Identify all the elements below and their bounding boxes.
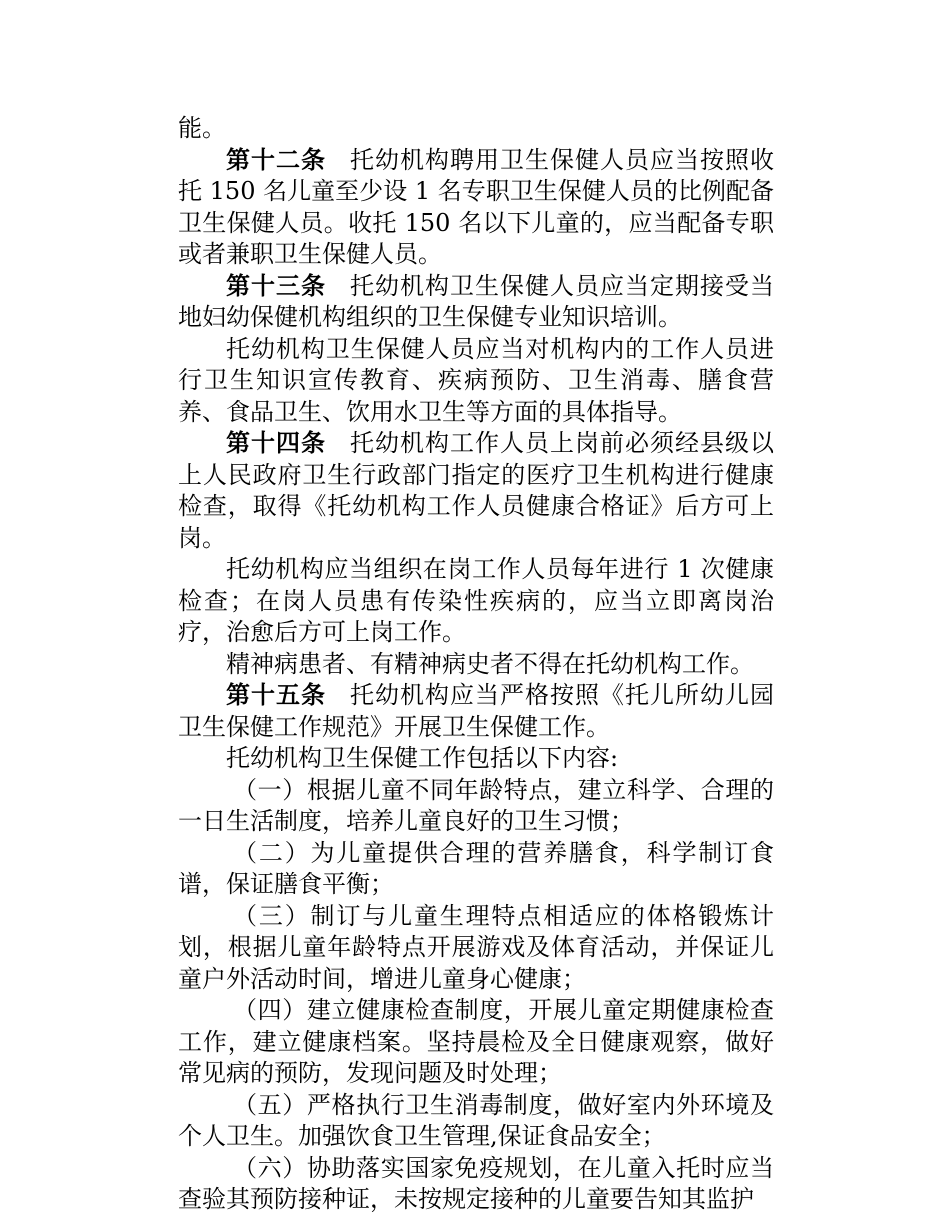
text-line [178, 869, 774, 901]
text-line [178, 1184, 774, 1216]
line-text: 童户外活动时间，增进儿童身心健康； [178, 964, 586, 993]
text-line [178, 397, 774, 429]
line-text: 地妇幼保健机构组织的卫生保健专业知识培训。 [178, 303, 682, 331]
text-line [178, 208, 774, 240]
line-text: 查验其预防接种证，未按规定接种的儿童要告知其监护 [178, 1185, 754, 1213]
text-line [178, 775, 774, 807]
article-paragraph [178, 428, 774, 554]
line-text: 卫生保健工作规范》开展卫生保健工作。 [178, 712, 610, 741]
text-line [178, 334, 774, 366]
document-body [178, 113, 774, 1216]
line-text: 卫生保健人员。收托 150 名以下儿童的，应当配备专职 [178, 208, 774, 237]
text-line [178, 806, 774, 838]
text-line [178, 1027, 774, 1059]
text-line [178, 995, 774, 1027]
line-text: 托幼机构卫生保健人员应当对机构内的工作人员进 [226, 334, 774, 363]
article-number: 第十三条 [226, 271, 326, 300]
text-line [178, 901, 774, 933]
text-line [178, 1121, 774, 1153]
text-line [178, 523, 774, 555]
text-line [178, 365, 774, 397]
line-text: 工作，建立健康档案。坚持晨检及全日健康观察，做好 [178, 1027, 774, 1056]
text-line [178, 838, 774, 870]
line-text: 托 150 名儿童至少设 1 名专职卫生保健人员的比例配备 [178, 177, 774, 205]
list-item-paragraph [178, 1090, 774, 1153]
line-text: 托幼机构聘用卫生保健人员应当按照收 [350, 145, 774, 174]
text-line [178, 428, 774, 460]
line-text: （四）建立健康检查制度，开展儿童定期健康检查 [233, 996, 774, 1024]
article-paragraph [178, 145, 774, 271]
text-line [178, 964, 774, 996]
text-line [178, 586, 774, 618]
list-item-paragraph [178, 995, 774, 1090]
line-text: 养、食品卫生、饮用水卫生等方面的具体指导。 [178, 397, 682, 426]
line-text: 检查，取得《托幼机构工作人员健康合格证》后方可上 [178, 492, 774, 520]
line-text: 行卫生知识宣传教育、疾病预防、卫生消毒、膳食营 [178, 366, 774, 394]
text-line [178, 743, 774, 775]
article-paragraph [178, 271, 774, 334]
line-text: 划，根据儿童年龄特点开展游戏及体育活动，并保证儿 [178, 933, 774, 961]
line-text: 检查；在岗人员患有传染性疾病的，应当立即离岗治 [178, 586, 774, 615]
list-item-paragraph [178, 1153, 774, 1216]
paragraph [178, 649, 774, 681]
text-line [178, 113, 774, 145]
article-number: 第十五条 [226, 681, 326, 709]
line-text: 托幼机构卫生保健工作包括以下内容: [226, 744, 619, 772]
line-text: 一日生活制度，培养儿童良好的卫生习惯； [178, 807, 634, 835]
list-item-paragraph [178, 838, 774, 901]
text-line [178, 680, 774, 712]
text-line [178, 302, 774, 334]
text-line [178, 460, 774, 492]
line-text: 托幼机构应当组织在岗工作人员每年进行 1 次健康 [226, 555, 774, 583]
line-text: 能。 [178, 114, 226, 142]
line-text: 疗，治愈后方可上岗工作。 [178, 618, 466, 646]
text-line [178, 1058, 774, 1090]
text-line [178, 271, 774, 303]
line-text: （一）根据儿童不同年龄特点，建立科学、合理的 [233, 775, 774, 804]
line-text: 托幼机构卫生保健人员应当定期接受当 [350, 271, 774, 300]
line-text: 或者兼职卫生保健人员。 [178, 240, 442, 268]
paragraph [178, 554, 774, 649]
line-text: （三）制订与儿童生理特点相适应的体格锻炼计 [233, 901, 774, 930]
list-item-paragraph [178, 775, 774, 838]
line-text: 谱，保证膳食平衡； [178, 870, 394, 898]
text-line [178, 1153, 774, 1185]
line-text: 上人民政府卫生行政部门指定的医疗卫生机构进行健康 [178, 460, 774, 489]
text-line [178, 491, 774, 523]
text-line [178, 1090, 774, 1122]
list-item-paragraph [178, 901, 774, 996]
text-line [178, 617, 774, 649]
line-text: 托幼机构工作人员上岗前必须经县级以 [350, 429, 774, 457]
article-paragraph [178, 680, 774, 743]
line-text: （五）严格执行卫生消毒制度，做好室内外环境及 [233, 1090, 774, 1119]
line-text: （六）协助落实国家免疫规划，在儿童入托时应当 [233, 1153, 774, 1182]
article-number: 第十四条 [226, 429, 326, 457]
text-line [178, 932, 774, 964]
text-line [178, 649, 774, 681]
text-line [178, 712, 774, 744]
line-text: 托幼机构应当严格按照《托儿所幼儿园 [350, 681, 774, 709]
paragraph [178, 113, 774, 145]
paragraph [178, 334, 774, 429]
line-text: 岗。 [178, 523, 226, 552]
text-line [178, 145, 774, 177]
line-text: 个人卫生。加强饮食卫生管理,保证食品安全； [178, 1122, 666, 1150]
line-text: （二）为儿童提供合理的营养膳食，科学制订食 [233, 838, 774, 867]
text-line [178, 554, 774, 586]
article-number: 第十二条 [226, 145, 326, 174]
line-text: 精神病患者、有精神病史者不得在托幼机构工作。 [226, 649, 754, 678]
text-line [178, 176, 774, 208]
line-text: 常见病的预防，发现问题及时处理； [178, 1059, 562, 1087]
text-line [178, 239, 774, 271]
paragraph [178, 743, 774, 775]
